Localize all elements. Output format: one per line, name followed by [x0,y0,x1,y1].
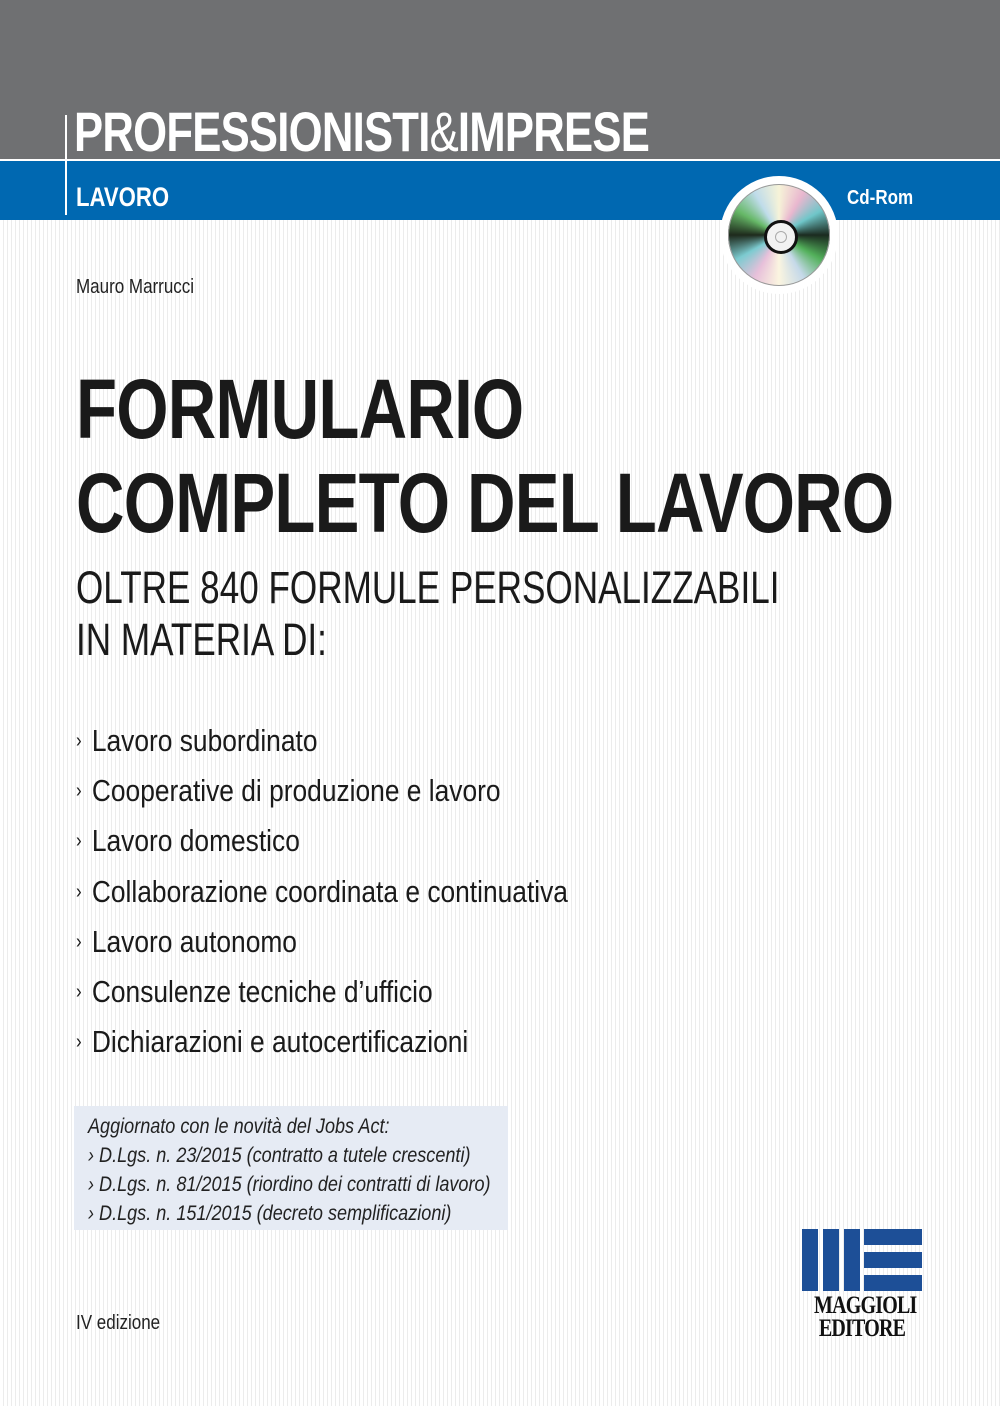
series-right: IMPRESE [457,100,650,163]
list-item: › Lavoro subordinato [76,723,318,758]
update-notice-box [74,1106,508,1230]
list-item: › Collaborazione coordinata e continuativa [76,873,568,909]
series-left: PROFESSIONISTI [74,100,430,163]
update-item: › D.Lgs. n. 151/2015 (decreto semplificazioni) [88,1202,452,1225]
chevron-right-icon: › [76,830,82,853]
publisher-name: MAGGIOLI EDITORE [814,1292,917,1342]
series-title [74,102,649,162]
author-name: Mauro Marrucci [76,276,195,298]
title-line-1: FORMULARIO [76,362,524,456]
subtitle-line-2: IN MATERIA DI: [76,614,327,665]
book-title [76,362,893,550]
media-label: Cd-Rom [847,187,914,209]
cd-disc [728,184,830,286]
publisher-logo [802,1229,922,1340]
title-line-2: COMPLETO DEL LAVORO [76,456,894,550]
update-notice-text [88,1112,491,1228]
cd-rom-icon [720,176,838,294]
chevron-right-icon: › [76,1031,82,1054]
list-item: › Consulenze tecniche d’ufficio [76,974,433,1010]
update-item: › D.Lgs. n. 23/2015 (contratto a tutele crescenti) [88,1144,471,1167]
logo-bar [864,1229,922,1245]
logo-bar [823,1229,839,1291]
list-item: › Cooperative di produzione e lavoro [76,773,501,809]
cd-hub [764,220,798,254]
chevron-right-icon: › [76,880,82,903]
logo-bar [864,1252,922,1268]
logo-bar [864,1275,922,1291]
subtitle-line-1: OLTRE 840 FORMULE PERSONALIZZABILI [76,562,780,613]
cd-hole [775,231,787,243]
chevron-right-icon: › [76,730,82,752]
book-subtitle [76,562,779,666]
chevron-right-icon: › [76,981,82,1004]
list-item: › Lavoro autonomo [76,923,297,959]
logo-bar [844,1229,860,1291]
topics-list [76,718,655,1069]
chevron-right-icon: › [76,930,82,953]
series-ampersand: & [429,100,458,163]
update-heading: Aggiornato con le novità del Jobs Act: [88,1115,390,1138]
chevron-right-icon: › [76,780,82,803]
update-item: › D.Lgs. n. 81/2015 (riordino dei contratti di lavoro) [88,1173,491,1196]
maggioli-logo-icon [802,1229,922,1291]
section-label: LAVORO [76,182,170,212]
header-vertical-rule [65,115,67,215]
edition-label: IV edizione [76,1312,161,1334]
list-item: › Dichiarazioni e autocertificazioni [76,1024,469,1060]
logo-bar [802,1229,818,1291]
list-item: › Lavoro domestico [76,823,300,859]
